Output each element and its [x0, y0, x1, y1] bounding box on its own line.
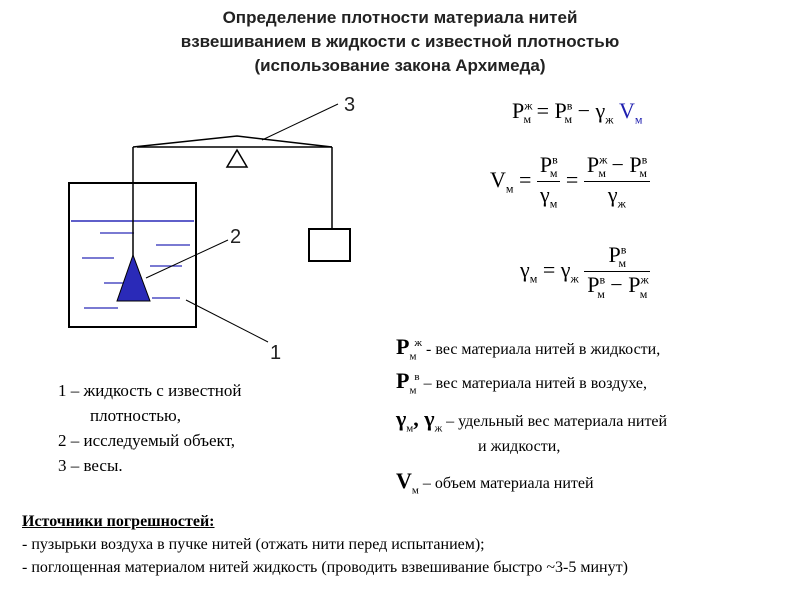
legend-item-3: 3 – весы.: [58, 456, 123, 475]
definition-3a: – удельный вес материала нитей: [446, 413, 668, 430]
definition-3b: и жидкости,: [478, 438, 561, 455]
definition-row-2: $P_м^в$ – вес материала нитей в воздухе,: [396, 368, 648, 397]
leader-line-2: [146, 240, 228, 278]
formula-specific-weight: $\gamma_м = \gamma_ж$ $\frac{P^в_м}{P^в_м - P^ж_м}$: [520, 242, 649, 301]
definition-row-3: $\gamma_м$, $\gamma_ж$ – удельный вес материала нитей: [396, 406, 668, 435]
formula-weight-balance: $P^ж_м = P^в_м - \gamma_ж$ $V_м$: [512, 98, 643, 127]
legend-item-2: 2 – исследуемый объект,: [58, 431, 235, 450]
label-1: 1: [270, 342, 282, 364]
error-sources: [22, 510, 628, 579]
counterweight: [309, 229, 350, 261]
test-object: [117, 255, 150, 301]
leader-line-3: [262, 104, 338, 140]
error-sources-heading: Источники погрешностей:: [22, 513, 215, 530]
title-line-2: взвешиванием в жидкости с известной плотностью: [180, 32, 620, 51]
title-line-3: (использование закона Архимеда): [254, 56, 546, 75]
legend-item-1-cont: плотностью,: [90, 406, 181, 425]
label-3: 3: [344, 94, 356, 116]
definition-2: – вес материала нитей в воздухе,: [423, 375, 648, 392]
definition-4: – объем материала нитей: [422, 475, 594, 492]
diagram-legend: [58, 378, 241, 478]
definition-1: - вес материала нитей в жидкости,: [426, 341, 661, 358]
error-source-1: - пузырьки воздуха в пучке нитей (отжать нити перед испытанием);: [22, 536, 485, 553]
error-source-2: - поглощенная материалом нитей жидкость (проводить взвешивание быстро ~3-5 минут): [22, 559, 628, 576]
balance-beam: [133, 136, 332, 147]
label-2: 2: [230, 226, 242, 248]
definition-row-1: $P_м^ж$ - вес материала нитей в жидкости,: [396, 334, 661, 363]
formula-volume: $V_м$ = $\frac{P^в_м}{\gamma_м}$ = $\frac{P^ж_м - P^в_м}{\gamma_ж}$: [490, 152, 650, 212]
title-line-1: Определение плотности материала нитей: [222, 8, 578, 27]
definition-row-4: $V_м$ – объем материала нитей: [396, 468, 594, 497]
leader-line-1: [186, 300, 268, 342]
legend-item-1: 1 – жидкость с известной: [58, 381, 242, 400]
balance-fulcrum: [227, 150, 247, 167]
